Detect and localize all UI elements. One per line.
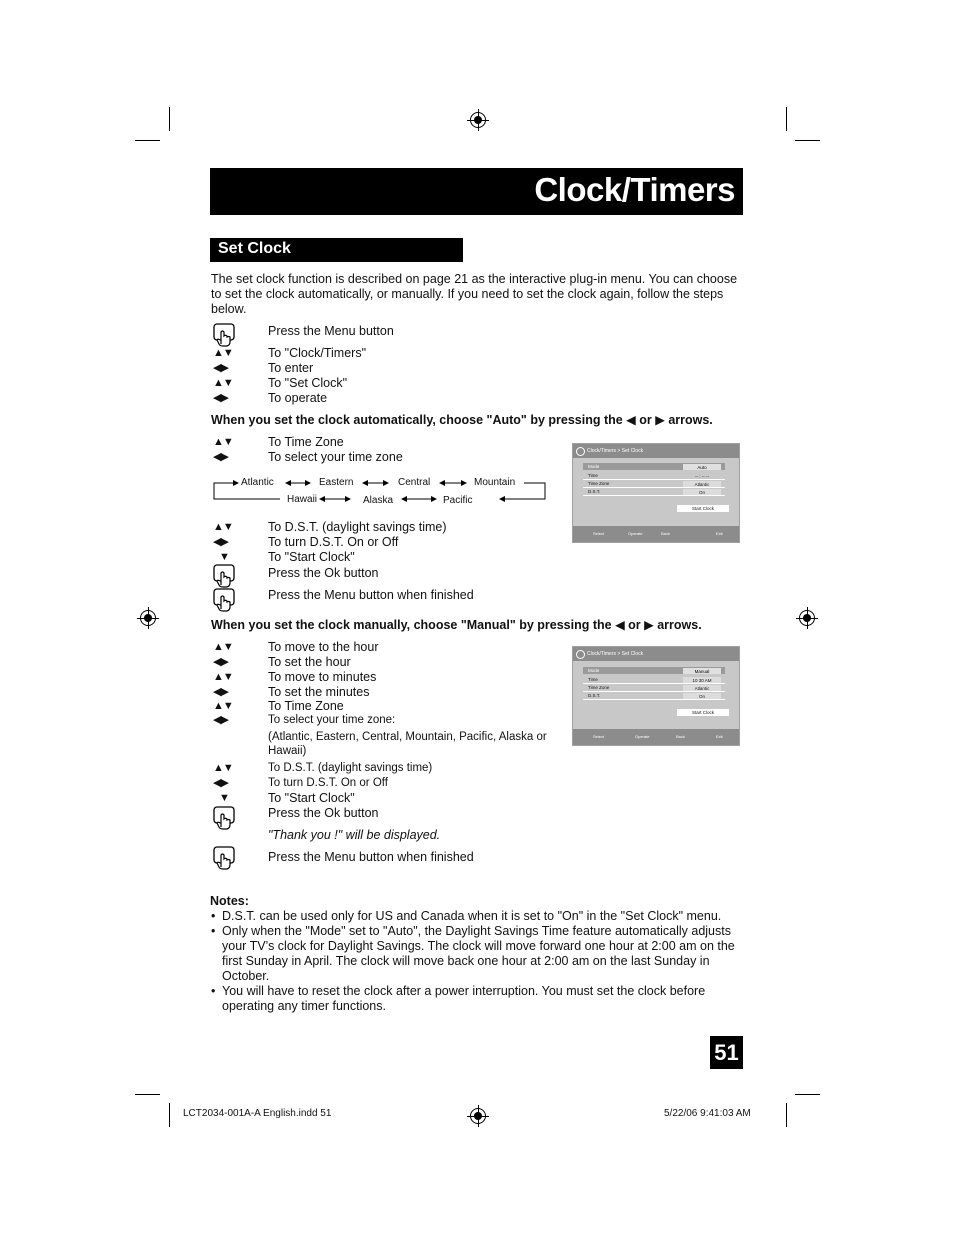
osd-footer-label: Exit: [716, 531, 723, 536]
osd-row-label: Time: [588, 473, 598, 478]
step-text: (Atlantic, Eastern, Central, Mountain, Pacific, Alaska or Hawaii): [268, 731, 547, 757]
osd-row-label: D.S.T.: [588, 489, 601, 494]
step-text: To move to minutes: [268, 670, 377, 684]
intro-paragraph: The set clock function is described on page 21 as the interactive plug-in menu. You can choose to set the clock automatically, or manually. If you need to set the clock again, follow the steps below.: [211, 272, 738, 316]
osd-row-value: Atlantic: [683, 481, 721, 487]
crop-mark: [135, 1094, 160, 1095]
leftright-arrow-icon: ◀▶: [213, 362, 228, 374]
zone-label: Pacific: [443, 495, 473, 506]
note-item: • Only when the "Mode" set to "Auto", the Daylight Savings Time feature automatically adjusts your TV’s clock for Daylight Savings. The clock will move forward one hour at 2:00 am on the first Sunday in April. The clock will move back one hour at 2:00 am on the last Sunday in October.: [210, 924, 745, 984]
osd-footer-label: Operate: [635, 734, 650, 739]
note-item: • You will have to reset the clock after a power interruption. You must set the clock before operating any timer functions.: [210, 984, 745, 1014]
leftright-arrow-icon: ◀▶: [213, 777, 228, 789]
osd-start-clock: Start Clock: [677, 709, 729, 716]
osd-row-label: Mode: [588, 464, 600, 469]
updown-arrow-icon: ▲▼: [213, 700, 233, 712]
step-text: To enter: [268, 361, 314, 375]
section-bar: [210, 238, 463, 262]
osd-start-clock: Start Clock: [677, 505, 729, 512]
step-text: Press the Menu button when finished: [268, 588, 474, 602]
title-bar: [210, 168, 743, 215]
step-text: To move to the hour: [268, 640, 379, 654]
osd-footer-label: Back: [676, 734, 685, 739]
step-text: Press the Ok button: [268, 566, 379, 580]
osd-row-label: Time Zone: [588, 685, 610, 690]
updown-arrow-icon: ▲▼: [213, 436, 233, 448]
leftright-arrow-icon: ◀▶: [213, 656, 228, 668]
leftright-arrow-icon: ◀▶: [213, 392, 228, 404]
crop-mark: [169, 1103, 170, 1127]
crop-mark: [786, 107, 787, 131]
step-text: To "Start Clock": [268, 550, 355, 564]
menu-hand-icon: [213, 588, 235, 612]
osd-row-value: Manual: [683, 668, 721, 674]
note-item: • D.S.T. can be used only for US and Canada when it is set to "On" in the "Set Clock" menu.: [210, 909, 745, 924]
osd-row-value: Auto: [683, 464, 721, 470]
osd-footer-label: Select: [593, 531, 605, 536]
updown-arrow-icon: ▲▼: [213, 377, 233, 389]
updown-arrow-icon: ▲▼: [213, 521, 233, 533]
notes-section: [210, 894, 745, 1014]
osd-row-label: Time Zone: [588, 481, 610, 486]
footer-file: LCT2034-001A-A English.indd 51: [183, 1108, 332, 1119]
step-text: To select your time zone: [268, 450, 403, 464]
updown-arrow-icon: ▲▼: [213, 762, 233, 774]
step-text: To turn D.S.T. On or Off: [268, 777, 388, 789]
step-text: To turn D.S.T. On or Off: [268, 535, 399, 549]
registration-mark-icon: [799, 610, 815, 626]
clock-icon: [576, 447, 585, 456]
auto-heading: When you set the clock automatically, choose "Auto" by pressing the ◀ or ▶ arrows.: [211, 413, 713, 427]
page-number: 51: [710, 1036, 743, 1069]
step-text: "Thank you !" will be displayed.: [268, 828, 441, 842]
step-text: To D.S.T. (daylight savings time): [268, 520, 447, 534]
osd-footer: [573, 526, 739, 542]
step-text: To "Start Clock": [268, 791, 355, 805]
menu-hand-icon: [213, 846, 235, 870]
osd-footer: [573, 729, 739, 745]
osd-row-value: On: [683, 693, 721, 699]
step-text: To set the minutes: [268, 685, 370, 699]
osd-row-value: On: [683, 489, 721, 495]
step-text: To D.S.T. (daylight savings time): [268, 762, 433, 774]
zone-label: Alaska: [363, 495, 394, 506]
crop-mark: [795, 1094, 820, 1095]
osd-footer-label: Operate: [628, 531, 643, 536]
osd-auto-screenshot: [572, 443, 740, 543]
zone-label: Mountain: [474, 477, 516, 488]
registration-mark-icon: [140, 610, 156, 626]
zone-label: Eastern: [319, 477, 354, 488]
osd-row-label: D.S.T.: [588, 693, 601, 698]
down-arrow-icon: ▼: [219, 551, 229, 563]
leftright-arrow-icon: ◀▶: [213, 536, 228, 548]
osd-breadcrumb: Clock/Timers > Set Clock: [587, 651, 644, 657]
updown-arrow-icon: ▲▼: [213, 671, 233, 683]
osd-row-label: Time: [588, 677, 598, 682]
section-title: Set Clock: [218, 240, 291, 257]
zone-label: Central: [398, 477, 431, 488]
step-text: To Time Zone: [268, 435, 344, 449]
zone-label: Hawaii: [287, 494, 318, 505]
footer-date: 5/22/06 9:41:03 AM: [664, 1108, 751, 1119]
osd-row-value: -- : -- --: [695, 473, 709, 479]
ok-hand-icon: [213, 564, 235, 588]
step-text: To select your time zone:: [268, 714, 396, 726]
osd-row-value: 10 30 AM: [683, 677, 721, 683]
step-text: To operate: [268, 391, 328, 405]
updown-arrow-icon: ▲▼: [213, 347, 233, 359]
ok-hand-icon: [213, 806, 235, 830]
down-arrow-icon: ▼: [219, 792, 229, 804]
crop-mark: [795, 140, 820, 141]
osd-footer-label: Select: [593, 734, 605, 739]
zone-label: Atlantic: [241, 477, 274, 488]
step-text: To "Set Clock": [268, 376, 348, 390]
step-text: To set the hour: [268, 655, 351, 669]
leftright-arrow-icon: ◀▶: [213, 686, 228, 698]
crop-mark: [169, 107, 170, 131]
leftright-arrow-icon: ◀▶: [213, 714, 228, 726]
osd-footer-label: Exit: [716, 734, 723, 739]
step-text: Press the Menu button: [268, 324, 394, 338]
registration-mark-icon: [470, 1108, 486, 1124]
menu-hand-icon: [213, 323, 235, 347]
clock-icon: [576, 650, 585, 659]
osd-manual-screenshot: [572, 646, 740, 746]
osd-footer-label: Back: [661, 531, 670, 536]
manual-heading: When you set the clock manually, choose "Manual" by pressing the ◀ or ▶ arrows.: [211, 618, 702, 632]
step-text: Press the Ok button: [268, 806, 379, 820]
page-title: Clock/Timers: [534, 171, 735, 208]
step-text: Press the Menu button when finished: [268, 850, 474, 864]
step-text: To Time Zone: [268, 699, 344, 713]
osd-row-label: Mode: [588, 668, 600, 673]
registration-mark-icon: [470, 112, 486, 128]
crop-mark: [786, 1103, 787, 1127]
crop-mark: [135, 140, 160, 141]
updown-arrow-icon: ▲▼: [213, 641, 233, 653]
leftright-arrow-icon: ◀▶: [213, 451, 228, 463]
step-text: To "Clock/Timers": [268, 346, 367, 360]
osd-row-value: Atlantic: [683, 685, 721, 691]
osd-breadcrumb: Clock/Timers > Set Clock: [587, 448, 644, 454]
notes-title: Notes:: [210, 894, 249, 908]
